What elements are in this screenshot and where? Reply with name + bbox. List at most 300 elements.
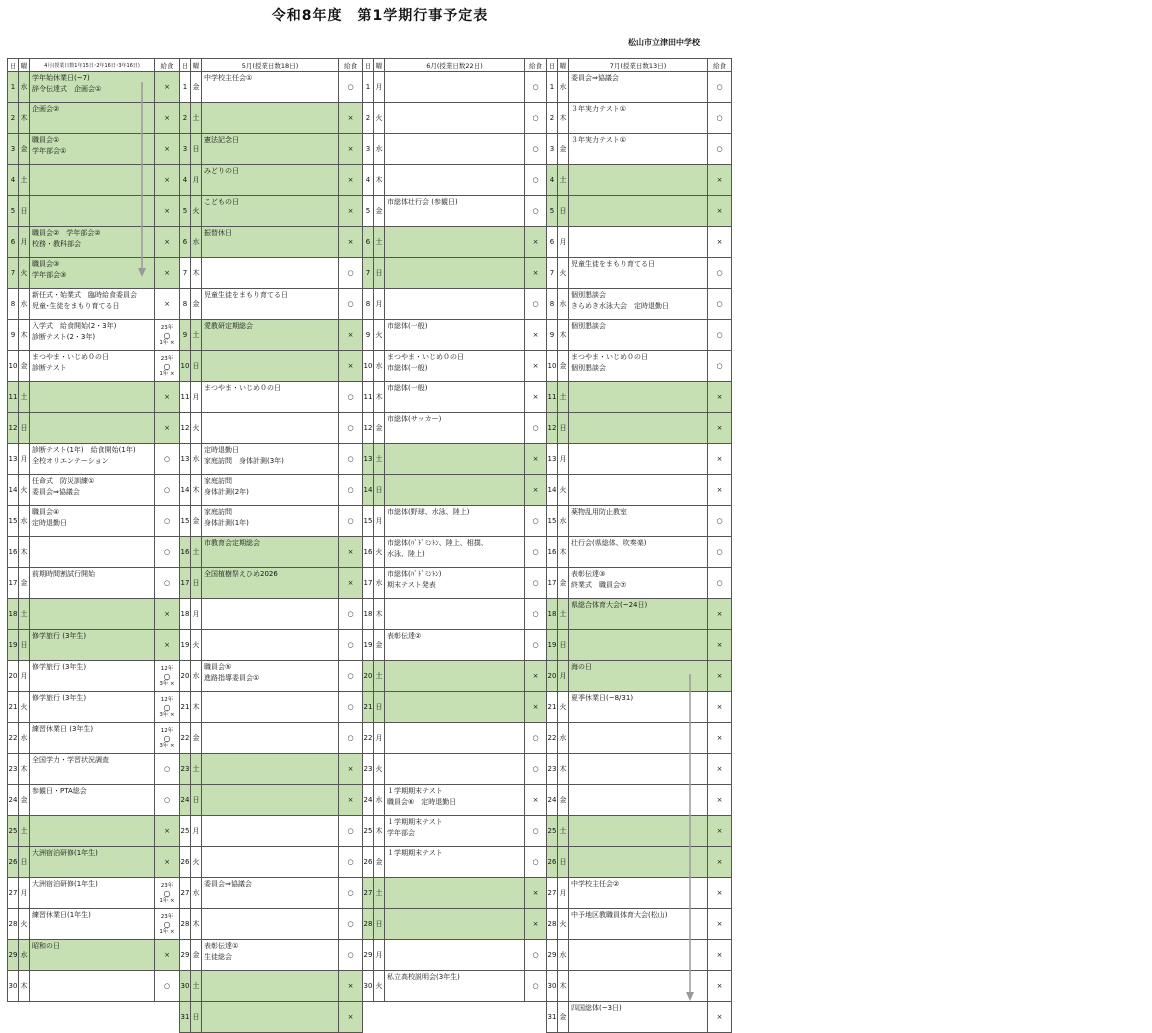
lunch-mark: × bbox=[708, 599, 732, 630]
weekday: 土 bbox=[374, 227, 385, 258]
weekday: 金 bbox=[374, 413, 385, 444]
day-number: 9 bbox=[547, 320, 558, 351]
july-day-row bbox=[547, 289, 732, 320]
event-text: 職員会① bbox=[32, 136, 60, 144]
day-header: 日 bbox=[8, 59, 19, 72]
event-text: 全校オリエンテーション bbox=[32, 457, 109, 465]
event-cell bbox=[569, 413, 708, 444]
april-day-row bbox=[8, 568, 180, 599]
event-cell bbox=[30, 568, 155, 599]
weekday: 金 bbox=[558, 1002, 569, 1033]
april-day-row bbox=[8, 413, 180, 444]
may-day-row bbox=[180, 444, 363, 475]
may-day-row bbox=[180, 847, 363, 878]
event-cell bbox=[202, 134, 339, 165]
day-number: 9 bbox=[180, 320, 191, 351]
lunch-mark: ○ bbox=[155, 754, 180, 785]
june-day-row bbox=[363, 320, 547, 351]
july-day-row bbox=[547, 382, 732, 413]
day-number: 31 bbox=[547, 1002, 558, 1033]
weekday: 金 bbox=[558, 351, 569, 382]
day-number: 15 bbox=[8, 506, 19, 537]
june-day-row bbox=[363, 134, 547, 165]
july-day-row bbox=[547, 630, 732, 661]
lunch-mark: ○ bbox=[339, 940, 363, 971]
event-text: 入学式 給食開始(2・3年) bbox=[32, 322, 117, 330]
event-cell bbox=[569, 382, 708, 413]
lunch-mark: ○ bbox=[339, 599, 363, 630]
day-number: 4 bbox=[547, 165, 558, 196]
weekday: 木 bbox=[19, 971, 30, 1002]
weekday: 火 bbox=[191, 413, 202, 444]
lunch-mark: ○ bbox=[155, 444, 180, 475]
weekday: 木 bbox=[558, 320, 569, 351]
lunch-header: 給食 bbox=[525, 59, 547, 72]
lunch-mark: × bbox=[708, 785, 732, 816]
event-text: 市総体(野球、水泳、陸上) bbox=[387, 508, 470, 516]
lunch-mark: × bbox=[525, 382, 547, 413]
day-number: 16 bbox=[180, 537, 191, 568]
event-text: 定時退勤日 bbox=[32, 519, 67, 527]
day-header: 日 bbox=[363, 59, 374, 72]
weekday: 木 bbox=[19, 320, 30, 351]
lunch-mark: ○ bbox=[708, 537, 732, 568]
july-day-row bbox=[547, 444, 732, 475]
weekday: 金 bbox=[374, 630, 385, 661]
event-text: 進路指導委員会① bbox=[204, 674, 260, 682]
event-cell bbox=[202, 196, 339, 227]
event-text: 終業式 職員会⑦ bbox=[571, 581, 627, 589]
event-text: 家庭訪問 bbox=[204, 508, 232, 516]
lunch-split-text: 3年 × bbox=[159, 680, 175, 687]
july-day-row bbox=[547, 816, 732, 847]
lunch-mark: × bbox=[339, 320, 363, 351]
weekday-header: 曜 bbox=[374, 59, 385, 72]
lunch-mark: ○ bbox=[339, 847, 363, 878]
event-cell bbox=[202, 1002, 339, 1033]
july-day-row bbox=[547, 227, 732, 258]
weekday: 水 bbox=[19, 723, 30, 754]
lunch-mark: ○ bbox=[339, 630, 363, 661]
event-cell bbox=[30, 103, 155, 134]
event-cell bbox=[202, 103, 339, 134]
day-number: 19 bbox=[180, 630, 191, 661]
event-text: まつやま・いじめ０の日 bbox=[32, 353, 109, 361]
weekday: 木 bbox=[191, 475, 202, 506]
day-number: 27 bbox=[363, 878, 374, 909]
event-text: 職員会③ bbox=[32, 260, 60, 268]
june-day-row bbox=[363, 475, 547, 506]
may-day-row bbox=[180, 289, 363, 320]
lunch-mark: × bbox=[708, 165, 732, 196]
day-number: 15 bbox=[363, 506, 374, 537]
weekday: 金 bbox=[19, 785, 30, 816]
day-number: 30 bbox=[547, 971, 558, 1002]
april-day-row bbox=[8, 537, 180, 568]
weekday: 土 bbox=[191, 971, 202, 1002]
lunch-mark: × bbox=[525, 320, 547, 351]
event-text: 家庭訪問 身体計測(3年) bbox=[204, 457, 284, 465]
weekday: 金 bbox=[558, 785, 569, 816]
day-number: 7 bbox=[363, 258, 374, 289]
weekday: 月 bbox=[558, 878, 569, 909]
lunch-mark: ○ bbox=[339, 72, 363, 103]
may-day-row bbox=[180, 134, 363, 165]
lunch-mark: × bbox=[339, 196, 363, 227]
weekday: 月 bbox=[191, 165, 202, 196]
day-number: 15 bbox=[547, 506, 558, 537]
weekday: 土 bbox=[19, 165, 30, 196]
lunch-mark: × bbox=[708, 475, 732, 506]
april-day-row bbox=[8, 599, 180, 630]
lunch-mark: ○ bbox=[525, 940, 547, 971]
weekday: 日 bbox=[374, 692, 385, 723]
event-text: ３年実力テスト① bbox=[571, 105, 626, 113]
april-day-row bbox=[8, 103, 180, 134]
event-cell bbox=[202, 816, 339, 847]
may-day-row bbox=[180, 196, 363, 227]
day-number: 7 bbox=[180, 258, 191, 289]
lunch-mark: ○ bbox=[525, 134, 547, 165]
day-number: 14 bbox=[363, 475, 374, 506]
lunch-mark: × bbox=[525, 661, 547, 692]
lunch-mark: × bbox=[708, 196, 732, 227]
event-text: 個別懇談会 bbox=[571, 291, 606, 299]
lunch-mark: × bbox=[339, 568, 363, 599]
weekday: 水 bbox=[374, 785, 385, 816]
lunch-mark: ○ bbox=[525, 630, 547, 661]
weekday: 火 bbox=[19, 258, 30, 289]
june-day-row bbox=[363, 72, 547, 103]
event-cell bbox=[202, 723, 339, 754]
lunch-split-text: 23年 bbox=[160, 913, 174, 920]
event-cell bbox=[569, 630, 708, 661]
day-number: 5 bbox=[547, 196, 558, 227]
weekday: 金 bbox=[191, 723, 202, 754]
event-cell bbox=[30, 227, 155, 258]
weekday: 月 bbox=[19, 878, 30, 909]
event-text: 身体計測(1年) bbox=[204, 519, 249, 527]
april-day-row bbox=[8, 754, 180, 785]
day-number: 4 bbox=[180, 165, 191, 196]
event-cell bbox=[385, 382, 525, 413]
weekday: 木 bbox=[19, 537, 30, 568]
day-number: 5 bbox=[180, 196, 191, 227]
day-number: 12 bbox=[180, 413, 191, 444]
day-number: 7 bbox=[547, 258, 558, 289]
event-cell bbox=[385, 568, 525, 599]
july-day-row bbox=[547, 878, 732, 909]
event-text: 辞令伝達式 企画会① bbox=[32, 85, 102, 93]
event-text: こどもの日 bbox=[204, 198, 239, 206]
event-cell bbox=[385, 289, 525, 320]
day-number: 18 bbox=[547, 599, 558, 630]
lunch-mark: ○ bbox=[339, 475, 363, 506]
weekday: 土 bbox=[558, 382, 569, 413]
day-number: 13 bbox=[547, 444, 558, 475]
june-day-row bbox=[363, 444, 547, 475]
lunch-mark: ○ bbox=[708, 351, 732, 382]
weekday: 火 bbox=[19, 475, 30, 506]
lunch-mark: × bbox=[339, 537, 363, 568]
july-day-row bbox=[547, 723, 732, 754]
lunch-mark: × bbox=[339, 351, 363, 382]
event-text: 市総体(一般) bbox=[387, 384, 428, 392]
event-cell bbox=[569, 320, 708, 351]
day-number: 8 bbox=[180, 289, 191, 320]
event-text: 市総体(ﾊﾞﾄﾞﾐﾝﾄﾝ、陸上、相撲、 bbox=[387, 539, 488, 547]
april-day-row bbox=[8, 909, 180, 940]
weekday: 土 bbox=[558, 816, 569, 847]
july-table bbox=[546, 58, 732, 1033]
day-number: 3 bbox=[547, 134, 558, 165]
event-text: 委員会⇒協議会 bbox=[204, 880, 252, 888]
day-number: 6 bbox=[8, 227, 19, 258]
lunch-split-text: ○ bbox=[163, 733, 171, 743]
day-number: 14 bbox=[8, 475, 19, 506]
weekday-header: 曜 bbox=[191, 59, 202, 72]
weekday: 金 bbox=[191, 72, 202, 103]
july-day-row bbox=[547, 754, 732, 785]
event-text: 愛教研定期総会 bbox=[204, 322, 253, 330]
event-cell bbox=[30, 878, 155, 909]
weekday: 火 bbox=[558, 475, 569, 506]
event-cell bbox=[202, 413, 339, 444]
weekday: 日 bbox=[191, 568, 202, 599]
weekday: 月 bbox=[374, 72, 385, 103]
may-day-row bbox=[180, 692, 363, 723]
lunch-mark: ○ bbox=[339, 258, 363, 289]
event-cell bbox=[385, 692, 525, 723]
day-number: 12 bbox=[363, 413, 374, 444]
event-text: 学年始休業日(~7) bbox=[32, 74, 90, 82]
lunch-mark: ○ bbox=[339, 723, 363, 754]
day-number: 4 bbox=[363, 165, 374, 196]
event-cell bbox=[385, 971, 525, 1002]
lunch-mark: × bbox=[155, 103, 180, 134]
lunch-mark: ○ bbox=[708, 506, 732, 537]
may-day-row bbox=[180, 568, 363, 599]
event-text: 壮行会(県総体、吹奏楽) bbox=[571, 539, 647, 547]
event-text: 期末テスト発表 bbox=[387, 581, 436, 589]
lunch-split-text: ○ bbox=[163, 330, 171, 340]
weekday: 土 bbox=[374, 878, 385, 909]
event-cell bbox=[569, 196, 708, 227]
event-cell bbox=[202, 940, 339, 971]
day-number: 25 bbox=[547, 816, 558, 847]
june-day-row bbox=[363, 909, 547, 940]
day-number: 18 bbox=[363, 599, 374, 630]
lunch-mark: × bbox=[339, 134, 363, 165]
weekday: 火 bbox=[191, 847, 202, 878]
day-number: 18 bbox=[180, 599, 191, 630]
lunch-mark: × bbox=[155, 847, 180, 878]
event-text: 表彰伝達① bbox=[204, 942, 239, 950]
july-day-row bbox=[547, 785, 732, 816]
lunch-mark: ○ bbox=[708, 568, 732, 599]
event-cell bbox=[30, 475, 155, 506]
event-cell bbox=[385, 227, 525, 258]
weekday: 土 bbox=[191, 103, 202, 134]
weekday: 日 bbox=[374, 258, 385, 289]
event-cell bbox=[385, 661, 525, 692]
day-number: 30 bbox=[363, 971, 374, 1002]
event-cell bbox=[30, 537, 155, 568]
july-day-row bbox=[547, 537, 732, 568]
event-cell bbox=[202, 506, 339, 537]
day-number: 13 bbox=[8, 444, 19, 475]
weekday: 日 bbox=[191, 134, 202, 165]
event-text: 職員会⑥ 定時退勤日 bbox=[387, 798, 457, 806]
june-header: 6月(授業日数22日) bbox=[385, 59, 525, 72]
july-day-row bbox=[547, 971, 732, 1002]
lunch-mark: × bbox=[155, 630, 180, 661]
weekday: 日 bbox=[374, 909, 385, 940]
july-day-row bbox=[547, 661, 732, 692]
weekday-header: 曜 bbox=[19, 59, 30, 72]
may-day-row bbox=[180, 506, 363, 537]
lunch-mark bbox=[155, 692, 180, 723]
day-number: 6 bbox=[180, 227, 191, 258]
weekday: 金 bbox=[19, 568, 30, 599]
weekday: 月 bbox=[558, 227, 569, 258]
weekday: 火 bbox=[374, 320, 385, 351]
lunch-split-text: ○ bbox=[163, 361, 171, 371]
event-text: 中学校主任会① bbox=[204, 74, 253, 82]
event-cell bbox=[202, 878, 339, 909]
day-number: 26 bbox=[547, 847, 558, 878]
day-number: 8 bbox=[547, 289, 558, 320]
event-cell bbox=[30, 754, 155, 785]
event-cell bbox=[202, 72, 339, 103]
event-cell bbox=[30, 196, 155, 227]
event-cell bbox=[30, 692, 155, 723]
weekday: 月 bbox=[558, 444, 569, 475]
july-day-row bbox=[547, 196, 732, 227]
lunch-mark: ○ bbox=[525, 754, 547, 785]
lunch-mark: × bbox=[339, 165, 363, 196]
lunch-mark: × bbox=[708, 444, 732, 475]
weekday: 水 bbox=[558, 723, 569, 754]
day-number: 3 bbox=[363, 134, 374, 165]
event-cell bbox=[385, 723, 525, 754]
april-day-row bbox=[8, 506, 180, 537]
weekday: 木 bbox=[374, 382, 385, 413]
lunch-mark: × bbox=[708, 816, 732, 847]
april-day-row bbox=[8, 723, 180, 754]
lunch-mark: ○ bbox=[525, 506, 547, 537]
event-cell bbox=[202, 909, 339, 940]
weekday: 日 bbox=[191, 351, 202, 382]
july-day-row bbox=[547, 351, 732, 382]
weekday: 土 bbox=[19, 599, 30, 630]
july-day-row bbox=[547, 599, 732, 630]
day-number: 21 bbox=[363, 692, 374, 723]
weekday: 金 bbox=[191, 506, 202, 537]
lunch-mark bbox=[155, 878, 180, 909]
july-day-row bbox=[547, 134, 732, 165]
day-number: 23 bbox=[547, 754, 558, 785]
april-day-row bbox=[8, 72, 180, 103]
event-text: 個別懇談会 bbox=[571, 322, 606, 330]
may-day-row bbox=[180, 537, 363, 568]
july-day-row bbox=[547, 568, 732, 599]
weekday: 金 bbox=[191, 289, 202, 320]
april-day-row bbox=[8, 134, 180, 165]
lunch-mark: × bbox=[708, 661, 732, 692]
lunch-mark: ○ bbox=[339, 878, 363, 909]
event-text: 中予地区教職員体育大会(松山) bbox=[571, 911, 668, 919]
event-text: 職員会⑤ bbox=[204, 663, 232, 671]
weekday: 金 bbox=[19, 134, 30, 165]
july-day-row bbox=[547, 72, 732, 103]
lunch-mark: × bbox=[525, 227, 547, 258]
event-cell bbox=[202, 227, 339, 258]
may-day-row bbox=[180, 1002, 363, 1033]
event-cell bbox=[202, 971, 339, 1002]
april-day-row bbox=[8, 382, 180, 413]
day-number: 26 bbox=[363, 847, 374, 878]
lunch-split-text: ○ bbox=[163, 671, 171, 681]
day-number: 22 bbox=[547, 723, 558, 754]
weekday: 木 bbox=[558, 754, 569, 785]
weekday: 金 bbox=[374, 847, 385, 878]
event-cell bbox=[569, 258, 708, 289]
event-cell bbox=[385, 196, 525, 227]
may-day-row bbox=[180, 630, 363, 661]
event-text: 市総体(サッカー) bbox=[387, 415, 442, 423]
lunch-mark: ○ bbox=[339, 692, 363, 723]
weekday: 水 bbox=[558, 289, 569, 320]
event-text: 修学旅行 (3年生) bbox=[32, 694, 87, 702]
day-number: 2 bbox=[363, 103, 374, 134]
may-day-row bbox=[180, 413, 363, 444]
april-day-row bbox=[8, 475, 180, 506]
lunch-mark: × bbox=[155, 940, 180, 971]
event-text: 市総体(一般) bbox=[387, 322, 428, 330]
july-day-row bbox=[547, 506, 732, 537]
weekday: 木 bbox=[374, 599, 385, 630]
event-cell bbox=[30, 258, 155, 289]
weekday: 日 bbox=[558, 196, 569, 227]
event-text: 大洲宿泊研修(1年生) bbox=[32, 849, 98, 857]
lunch-mark: ○ bbox=[708, 72, 732, 103]
weekday: 日 bbox=[191, 1002, 202, 1033]
lunch-mark: ○ bbox=[708, 103, 732, 134]
june-table bbox=[362, 58, 547, 1002]
april-table bbox=[7, 58, 180, 1002]
weekday: 日 bbox=[558, 630, 569, 661]
lunch-mark: ○ bbox=[525, 196, 547, 227]
april-header: 4月(授業日数1年15日･2年16日･3年16日) bbox=[30, 59, 155, 72]
weekday: 土 bbox=[19, 816, 30, 847]
day-number: 2 bbox=[8, 103, 19, 134]
event-text: 市総体(一般) bbox=[387, 364, 428, 372]
event-cell bbox=[569, 134, 708, 165]
june-day-row bbox=[363, 351, 547, 382]
day-number: 28 bbox=[547, 909, 558, 940]
may-day-row bbox=[180, 754, 363, 785]
june-day-row bbox=[363, 630, 547, 661]
april-day-row bbox=[8, 320, 180, 351]
day-number: 11 bbox=[363, 382, 374, 413]
weekday: 金 bbox=[374, 196, 385, 227]
day-number: 1 bbox=[180, 72, 191, 103]
june-day-row bbox=[363, 940, 547, 971]
day-number: 3 bbox=[180, 134, 191, 165]
day-number: 2 bbox=[180, 103, 191, 134]
lunch-split-text: ○ bbox=[163, 919, 171, 929]
